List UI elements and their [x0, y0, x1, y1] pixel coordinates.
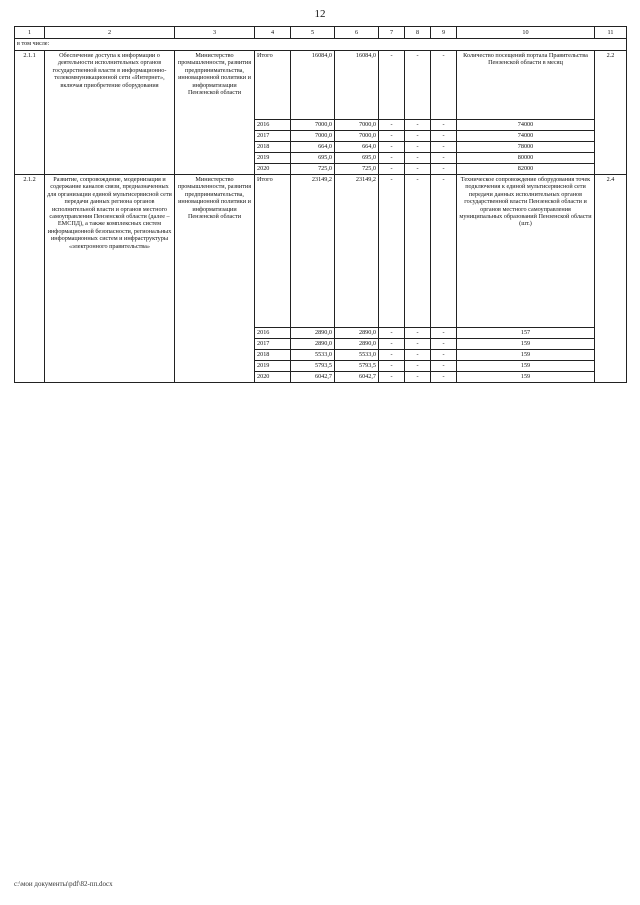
column-number: 8: [405, 27, 431, 39]
value-cell: -: [379, 153, 405, 164]
value-cell: 5793,5: [335, 361, 379, 372]
table-row: [15, 51, 627, 120]
value-cell: -: [405, 142, 431, 153]
value-cell: 7000,0: [291, 131, 335, 142]
table-row: [15, 175, 627, 328]
year-cell: 2017: [255, 131, 291, 142]
year-cell: 2019: [255, 153, 291, 164]
indicator-value: 159: [457, 350, 595, 361]
column-number: 6: [335, 27, 379, 39]
value-cell: -: [379, 361, 405, 372]
column-number: 9: [431, 27, 457, 39]
item-number: 2.1.2: [15, 175, 45, 383]
total-value: 16084,0: [335, 51, 379, 120]
value-cell: -: [379, 372, 405, 383]
value-cell: -: [431, 328, 457, 339]
indicator-value: 80000: [457, 153, 595, 164]
value-cell: -: [405, 350, 431, 361]
value-cell: 5533,0: [291, 350, 335, 361]
total-value: -: [405, 51, 431, 120]
indicator-value: 157: [457, 328, 595, 339]
value-cell: -: [379, 142, 405, 153]
total-label: Итого: [255, 51, 291, 120]
total-value: -: [431, 51, 457, 120]
value-cell: -: [379, 328, 405, 339]
indicator-value: 159: [457, 361, 595, 372]
value-cell: -: [431, 164, 457, 175]
item-number: 2.1.1: [15, 51, 45, 175]
indicator-value: 74000: [457, 120, 595, 131]
section-note: в том числе:: [15, 39, 627, 51]
column-number: 1: [15, 27, 45, 39]
value-cell: 5533,0: [335, 350, 379, 361]
value-cell: -: [405, 153, 431, 164]
value-cell: 695,0: [335, 153, 379, 164]
total-value: -: [431, 175, 457, 328]
value-cell: 7000,0: [291, 120, 335, 131]
year-cell: 2016: [255, 120, 291, 131]
value-cell: 2890,0: [291, 339, 335, 350]
section-note-row: [15, 39, 627, 51]
value-cell: -: [405, 361, 431, 372]
value-cell: -: [431, 339, 457, 350]
value-cell: -: [431, 361, 457, 372]
responsible-ministry: Министерство промышленности, развития предпринимательства, инновационной политики и информатизации Пензенской области: [175, 175, 255, 383]
year-cell: 2018: [255, 142, 291, 153]
indicator-value: 159: [457, 339, 595, 350]
value-cell: -: [405, 372, 431, 383]
total-value: -: [379, 51, 405, 120]
column-number: 3: [175, 27, 255, 39]
value-cell: 2890,0: [335, 328, 379, 339]
value-cell: 695,0: [291, 153, 335, 164]
value-cell: -: [405, 120, 431, 131]
indicator-code: 2.2: [595, 51, 627, 175]
value-cell: -: [405, 339, 431, 350]
item-name: Обеспечение доступа к информации о деятельности исполнительных органов государственной власти в информационно-телекоммуникационной сети «Интернет», включая приобретение оборудования: [45, 51, 175, 175]
column-number: 5: [291, 27, 335, 39]
indicator-code: 2.4: [595, 175, 627, 383]
value-cell: -: [379, 339, 405, 350]
value-cell: -: [379, 131, 405, 142]
year-cell: 2020: [255, 372, 291, 383]
year-cell: 2019: [255, 361, 291, 372]
year-cell: 2018: [255, 350, 291, 361]
column-number: 2: [45, 27, 175, 39]
page-number: 12: [314, 8, 326, 20]
program-table: [14, 26, 627, 383]
value-cell: 2890,0: [335, 339, 379, 350]
value-cell: 5793,5: [291, 361, 335, 372]
indicator-name: Количество посещений портала Правительства Пензенской области в месяц: [457, 51, 595, 120]
year-cell: 2016: [255, 328, 291, 339]
value-cell: 725,0: [291, 164, 335, 175]
indicator-value: 78000: [457, 142, 595, 153]
value-cell: 6042,7: [291, 372, 335, 383]
value-cell: -: [431, 120, 457, 131]
column-number-row: [15, 27, 627, 39]
value-cell: -: [431, 131, 457, 142]
value-cell: -: [405, 164, 431, 175]
total-value: 23149,2: [291, 175, 335, 328]
indicator-name: Техническое сопровождение оборудования точек подключения к единой мультисервисной сети передачи данных исполнительных органов государственной власти Пензенской области и органов местного самоуправления муниципальных образований Пензенской области (шт.): [457, 175, 595, 328]
value-cell: 664,0: [335, 142, 379, 153]
year-cell: 2017: [255, 339, 291, 350]
value-cell: -: [405, 328, 431, 339]
responsible-ministry: Министерство промышленности, развития предпринимательства, инновационной политики и информатизации Пензенской области: [175, 51, 255, 175]
value-cell: 664,0: [291, 142, 335, 153]
indicator-value: 82000: [457, 164, 595, 175]
column-number: 11: [595, 27, 627, 39]
column-number: 7: [379, 27, 405, 39]
value-cell: 6042,7: [335, 372, 379, 383]
indicator-value: 74000: [457, 131, 595, 142]
value-cell: -: [405, 131, 431, 142]
file-path-footnote: c:\мои документы\pdf\82-пп.docx: [14, 880, 113, 888]
total-value: -: [379, 175, 405, 328]
value-cell: -: [431, 372, 457, 383]
value-cell: -: [379, 164, 405, 175]
total-label: Итого: [255, 175, 291, 328]
value-cell: -: [431, 350, 457, 361]
value-cell: 7000,0: [335, 131, 379, 142]
value-cell: 7000,0: [335, 120, 379, 131]
value-cell: 725,0: [335, 164, 379, 175]
year-cell: 2020: [255, 164, 291, 175]
value-cell: -: [379, 350, 405, 361]
total-value: 16084,0: [291, 51, 335, 120]
value-cell: -: [431, 142, 457, 153]
value-cell: -: [431, 153, 457, 164]
document-sheet: [14, 26, 626, 383]
total-value: 23149,2: [335, 175, 379, 328]
total-value: -: [405, 175, 431, 328]
value-cell: 2890,0: [291, 328, 335, 339]
value-cell: -: [379, 120, 405, 131]
indicator-value: 159: [457, 372, 595, 383]
item-name: Развитие, сопровождение, модернизация и содержание каналов связи, предназначенных для организации единой мультисервисной сети передачи данных региона органов исполнительной власти и органов местного самоуправления Пензенской области (далее – ЕМСПД), а также комплексных систем информационной безопасности, региональных информационных систем и инфраструктуры «электронного правительства»: [45, 175, 175, 383]
column-number: 10: [457, 27, 595, 39]
column-number: 4: [255, 27, 291, 39]
